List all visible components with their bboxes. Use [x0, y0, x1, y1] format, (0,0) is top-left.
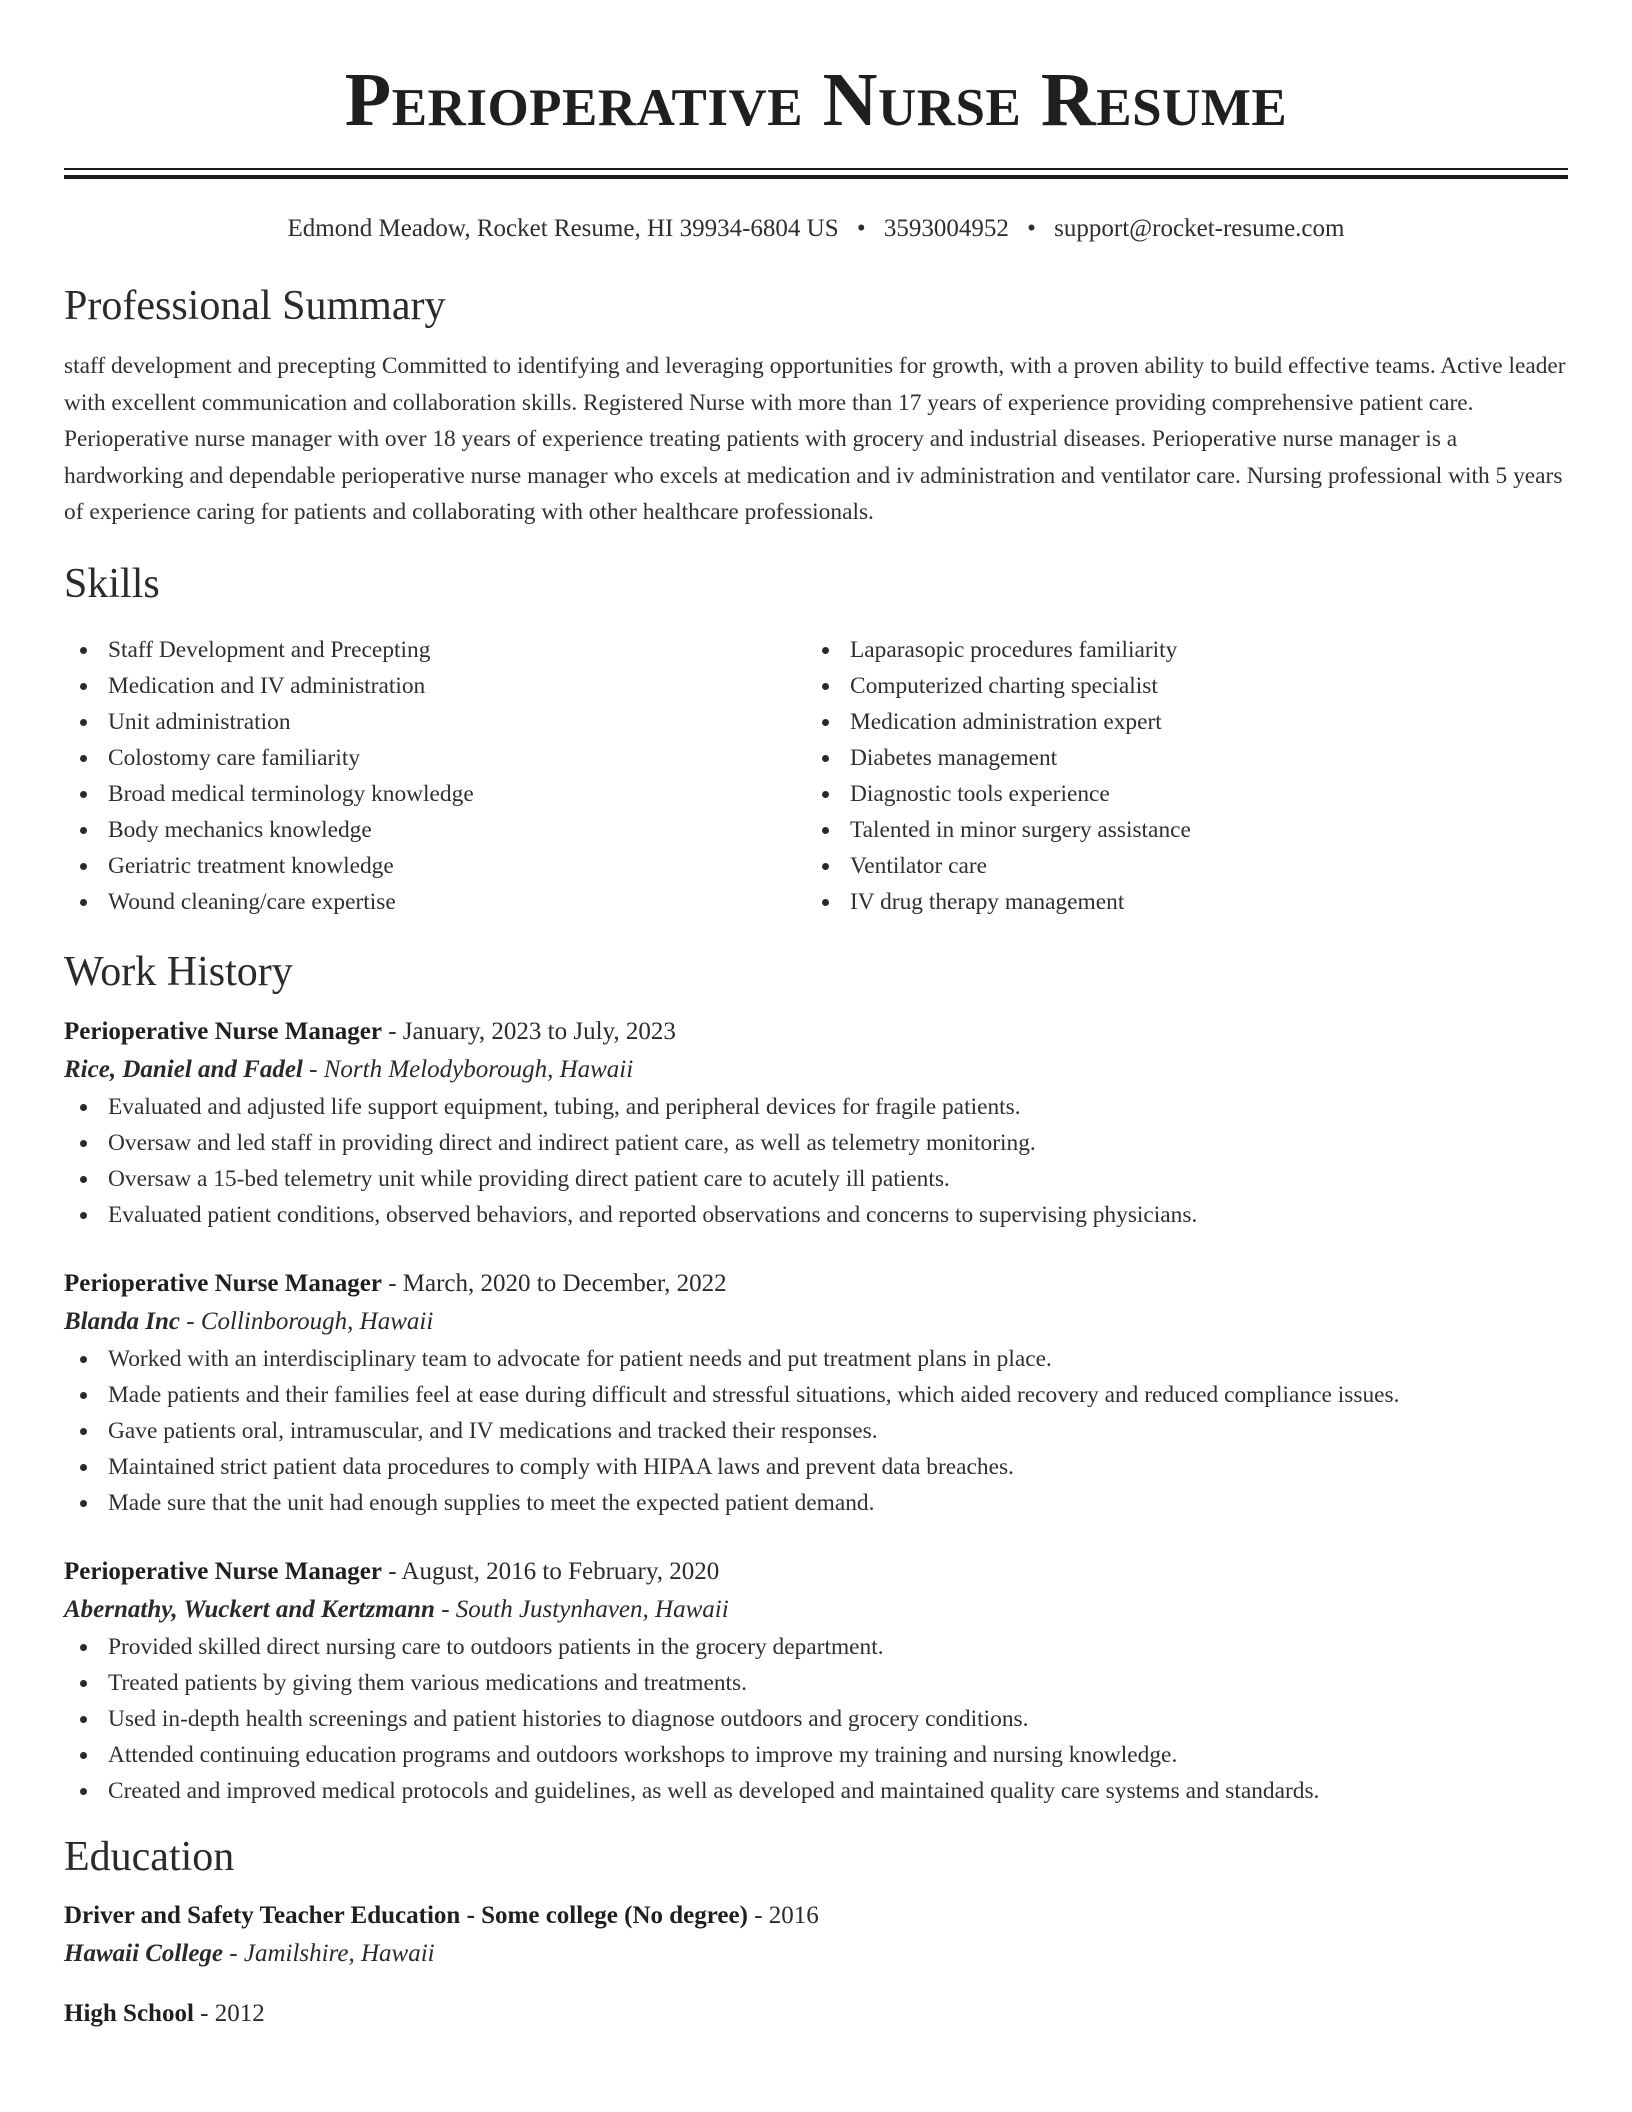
job-entry — [64, 1553, 1568, 1809]
skills-column-left — [64, 632, 806, 920]
work-history-heading: Work History — [64, 948, 293, 995]
skill-item: Medication and IV administration — [64, 668, 806, 704]
job-duty: Worked with an interdisciplinary team to advocate for patient needs and put treatment plans in place. — [64, 1341, 1568, 1377]
resume-title: Perioperative Nurse Resume — [344, 58, 1288, 142]
job-duties — [64, 1341, 1568, 1521]
job-title-line — [64, 1553, 1568, 1591]
job-dates: - March, 2020 to December, 2022 — [381, 1269, 727, 1297]
education-degree: Driver and Safety Teacher Education - Some college (No degree) — [64, 1901, 748, 1929]
job-company: Rice, Daniel and Fadel — [64, 1055, 303, 1083]
job-company-line — [64, 1591, 1568, 1629]
job-location: - South Justynhaven, Hawaii — [434, 1595, 729, 1623]
job-title-line — [64, 1013, 1568, 1051]
summary-text: staff development and precepting Committed to identifying and leveraging opportunities for growth, with a proven ability to build effective teams. Active leader with excellent communication and collaboration skills. Registered Nurse with more than 17 years of experience providing comprehensive patient care. Perioperative nurse manager with over 18 years of experience treating patients with grocery and industrial diseases. Perioperative nurse manager is a hardworking and dependable perioperative nurse manager who excels at medication and iv administration and ventilator care. Nursing professional with 5 years of experience caring for patients and collaborating with other healthcare professionals. — [64, 353, 1566, 525]
job-duty: Gave patients oral, intramuscular, and IV medications and tracked their responses. — [64, 1413, 1568, 1449]
job-duties — [64, 1629, 1568, 1809]
job-duty: Attended continuing education programs and outdoors workshops to improve my training and nursing knowledge. — [64, 1737, 1568, 1773]
job-company: Blanda Inc — [64, 1307, 181, 1335]
skill-item: Diagnostic tools experience — [806, 776, 1548, 812]
job-title: Perioperative Nurse Manager — [64, 1269, 382, 1297]
skill-item: Wound cleaning/care expertise — [64, 884, 806, 920]
job-duties — [64, 1089, 1568, 1233]
job-duty: Evaluated and adjusted life support equipment, tubing, and peripheral devices for fragile patients. — [64, 1089, 1568, 1125]
job-duty: Provided skilled direct nursing care to outdoors patients in the grocery department. — [64, 1629, 1568, 1665]
education-school-line — [64, 1935, 1568, 1973]
job-duty: Made sure that the unit had enough supplies to meet the expected patient demand. — [64, 1485, 1568, 1521]
job-location: - Collinborough, Hawaii — [180, 1307, 434, 1335]
skills-column-right — [806, 632, 1548, 920]
job-company-line — [64, 1051, 1568, 1089]
education-entry — [64, 1995, 1568, 2033]
contact-separator: • — [1027, 215, 1036, 242]
skill-item: Talented in minor surgery assistance — [806, 812, 1548, 848]
job-dates: - August, 2016 to February, 2020 — [381, 1557, 720, 1585]
job-duty: Created and improved medical protocols and guidelines, as well as developed and maintained quality care systems and standards. — [64, 1773, 1568, 1809]
job-duty: Used in-depth health screenings and patient histories to diagnose outdoors and grocery conditions. — [64, 1701, 1568, 1737]
skill-item: IV drug therapy management — [806, 884, 1548, 920]
skills-heading: Skills — [64, 560, 160, 607]
job-duty: Made patients and their families feel at ease during difficult and stressful situations, which aided recovery and reduced compliance issues. — [64, 1377, 1568, 1413]
education-year: - 2012 — [193, 1999, 265, 2027]
skill-item: Medication administration expert — [806, 704, 1548, 740]
skill-item: Diabetes management — [806, 740, 1548, 776]
summary-heading: Professional Summary — [64, 283, 446, 329]
job-entry — [64, 1013, 1568, 1233]
skill-item: Colostomy care familiarity — [64, 740, 806, 776]
contact-address: Edmond Meadow, Rocket Resume, HI 39934-6804 US — [287, 215, 839, 242]
skill-item: Unit administration — [64, 704, 806, 740]
job-entry — [64, 1265, 1568, 1521]
education-year: - 2016 — [747, 1901, 819, 1929]
job-duty: Treated patients by giving them various medications and treatments. — [64, 1665, 1568, 1701]
job-title-line — [64, 1265, 1568, 1303]
skill-item: Broad medical terminology knowledge — [64, 776, 806, 812]
skill-item: Staff Development and Precepting — [64, 632, 806, 668]
contact-separator: • — [856, 215, 866, 242]
job-duty: Oversaw a 15-bed telemetry unit while providing direct patient care to acutely ill patients. — [64, 1161, 1568, 1197]
job-company: Abernathy, Wuckert and Kertzmann — [64, 1595, 435, 1623]
job-duty: Oversaw and led staff in providing direct and indirect patient care, as well as telemetry monitoring. — [64, 1125, 1568, 1161]
job-location: - North Melodyborough, Hawaii — [302, 1055, 634, 1083]
job-company-line — [64, 1303, 1568, 1341]
skill-item: Ventilator care — [806, 848, 1548, 884]
skill-item: Body mechanics knowledge — [64, 812, 806, 848]
education-location: - Jamilshire, Hawaii — [223, 1939, 435, 1967]
contact-line — [64, 209, 1568, 249]
education-degree: High School — [64, 1999, 194, 2027]
skill-item: Computerized charting specialist — [806, 668, 1548, 704]
education-heading: Education — [64, 1833, 235, 1880]
job-dates: - January, 2023 to July, 2023 — [381, 1017, 676, 1045]
skill-item: Geriatric treatment knowledge — [64, 848, 806, 884]
title-divider — [64, 168, 1568, 179]
education-school: Hawaii College — [64, 1939, 224, 1967]
skills-list — [64, 632, 1568, 920]
job-title: Perioperative Nurse Manager — [64, 1557, 382, 1585]
education-degree-line — [64, 1897, 1568, 1935]
contact-phone: 3593004952 — [883, 215, 1009, 242]
job-duty: Maintained strict patient data procedures to comply with HIPAA laws and prevent data breaches. — [64, 1449, 1568, 1485]
contact-email: support@rocket-resume.com — [1054, 215, 1345, 242]
job-title: Perioperative Nurse Manager — [64, 1017, 382, 1045]
education-entry — [64, 1897, 1568, 1973]
job-duty: Evaluated patient conditions, observed behaviors, and reported observations and concerns to supervising physicians. — [64, 1197, 1568, 1233]
skill-item: Laparasopic procedures familiarity — [806, 632, 1548, 668]
education-degree-line — [64, 1995, 1568, 2033]
resume-page — [64, 0, 1568, 2033]
